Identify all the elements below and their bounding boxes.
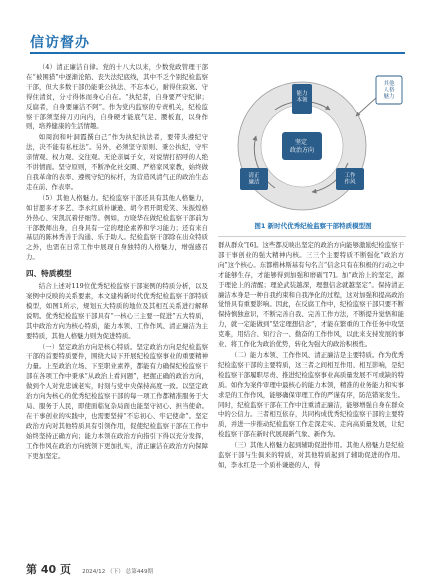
page-number: 第 40 页 bbox=[26, 563, 71, 576]
section-heading: 四、特质模型 bbox=[26, 269, 72, 279]
paragraph: 如周润和叶洞霞撰白己“作为执纪执法者，要带头遵纪守法，决不能有私枉法”。另外，必须坚守原则、秉公执纪，守牢亲情观、权力观、交往观。无论亲属子女，对说情打招呼的人绝不讲情面。坚守原则，不断净化社交圈、严格家风家教，始终做自我革命的表率、遵规守纪的标杆，为营造风清气正的政治生态走在前、作表率。 bbox=[26, 133, 208, 191]
trait-model-diagram bbox=[220, 68, 406, 216]
left-column bbox=[26, 63, 208, 462]
section-title: 信访督办 bbox=[30, 35, 90, 51]
node-workstyle-label: 工作作风 bbox=[344, 173, 356, 186]
trait-model-figure bbox=[220, 68, 406, 216]
paragraph: （二）能力本领、工作作风、清正廉洁是主要特质。作为优秀纪检监察干部的主要特质，这三者之间相互作用、相互影响，是纪检监察干部履职尽责、推进纪检监察事业高质量发展不可或缺的特质。如作为案件审理中最核心的能力本领，精准的业务能力和实事求是的工作作风，能够确保审理工作的严谨有序，防范错案发生。同时，纪检监察干部在工作中注重清正廉洁，能够增强自身在群众中的公信力。三者相互依存，共同构成优秀纪检监察干部的主要特质，并进一步推动纪检监察工作走深走实、走向高质量发展，让纪检监察干部在新时代展现新气象、新作为。 bbox=[218, 350, 404, 439]
issue-info: 2024/12 （下） 总第449期 bbox=[82, 569, 154, 575]
paragraph: （5）其他人格魅力。纪检监察干部还具有其他人格魅力，如甘愿多才多艺、李永红质朴谦逊、胡今君开朗爱笑、朱振煌格外热心、宋凯沉着仔细等。例如，方晓华在做纪检监察干部前为干部教师出身，自身具有一定的理论素养和学习能力；还有来自基层的陈林秀善于沟通、乐于助人。纪检监察干部除在出众特质之外，也需在日常工作中展现自身独特的人格魅力，增强感召力。 bbox=[26, 193, 208, 262]
core-box bbox=[282, 132, 322, 160]
paragraph: （三）其他人格魅力起到辅助促进作用。其他人格魅力是纪检监察干部与生俱来的特质，对其他特质起到了辅助促进的作用。如，李永红是一个质朴谦逊的人，得 bbox=[218, 441, 404, 469]
figure-caption: 图1 新时代优秀纪检监察干部特质模型图 bbox=[254, 222, 372, 230]
header-divider bbox=[30, 52, 405, 54]
core-label: 坚定 政治方向 bbox=[289, 139, 315, 154]
node-charisma-label: 其他人格魅力 bbox=[383, 81, 395, 100]
page-footer bbox=[26, 558, 153, 577]
paragraph: 群从群众”[6]。这些都反映出坚定的政治方向能够激励纪检监察干部干事创业的强大精神内核。三三个主要特质不断强化“政治方向”这个核心。东都楷林斯基有句名言“信念只有在积极的行动之中才能够生存，才能够得到加强和磨砺”[7]。加“政治上的坚定，源于理论上的清醒；理论武装越深，理想信念就越坚定”。保持清正廉洁本身是一种自我约束和自我净化的过程，这对加强和提高政治觉悟具有重要影响。因此，在反腐工作中，纪检监察干部只要不断保持慎独意识，不断完善自我、完善工作方法，不断提升觉悟和能力，就一定能做到“坚定理想信念”，才能在繁重的工作任务中攻坚克难，用结合、知行合一、勤奋的工作作风，以此来支持发展的事业、将工作化为政治优势，转化为强大的政治积极性。 bbox=[218, 241, 404, 349]
page-header bbox=[0, 0, 427, 52]
caption-divider bbox=[218, 236, 406, 237]
node-ability-label: 能力本领 bbox=[296, 91, 308, 104]
node-integrity-label: 清正廉洁 bbox=[248, 173, 260, 186]
right-column bbox=[218, 241, 404, 472]
paragraph: （一）坚定政治方向是核心特质。坚定政治方向是纪检监察干部的首要特质要件，围绕大局下开展纪检监察事业的重要精神力量。上至政治立场、下至职业素养，都能有力确保纪检监察干部在各项工作中秉承“从政治上看问题”，把握正确的政治方向，做到个人对党忠诚老实，时刻与党中央保持高度一致。以坚定政治方向为核心的优秀纪检监察干部的每一项工作都精准服务于大局、服务于人民，即使面临复杂局面也能坚守初心、担当使命。在干事创业的实践中，也需要坚持“不忘初心、牢记使命”。坚定政治方向对其他特质具有引领作用，促使纪检监察干部在工作中始终坚持正确方向；能力本领在政治方向指引下得以充分发挥，工作作风在政治方向统领下更加扎实，清正廉洁在政治方向保障下更加坚定。 bbox=[26, 342, 208, 460]
paragraph: （4）清正廉洁自律。党的十八大以来，少数党政管理干部在“被围猎”中逐渐沦陷、丧失法纪底线，其中不乏个别纪检监察干部，但大多数干部仍能秉公执法、不忘本心，耐得住寂寞、守得住清贫，分寸得体而身心自在。“执纪者，自身要严守纪律；反腐者，自身要廉洁不阿”。作为党内监察的专责机关，纪检监察干部须坚持刀刃向内，自身硬才能底气足、腰板直，以身作则，培养健康的生活情趣。 bbox=[26, 63, 208, 131]
paragraph: 结合上述对119位优秀纪检监察干部案例的特质分析，以及案例中反映的关系要素，本文建构新时代优秀纪检监察干部特质模型，如图1所示，规划五大特质的地位及其相互关系进行解释说明。优秀纪检监察干部具有“一核心三主要一促进”五大特质，其中政治方向为核心特质，能力本领、工作作风、清正廉洁为主要特质，其他人格魅力则为促进特质。 bbox=[26, 282, 208, 340]
